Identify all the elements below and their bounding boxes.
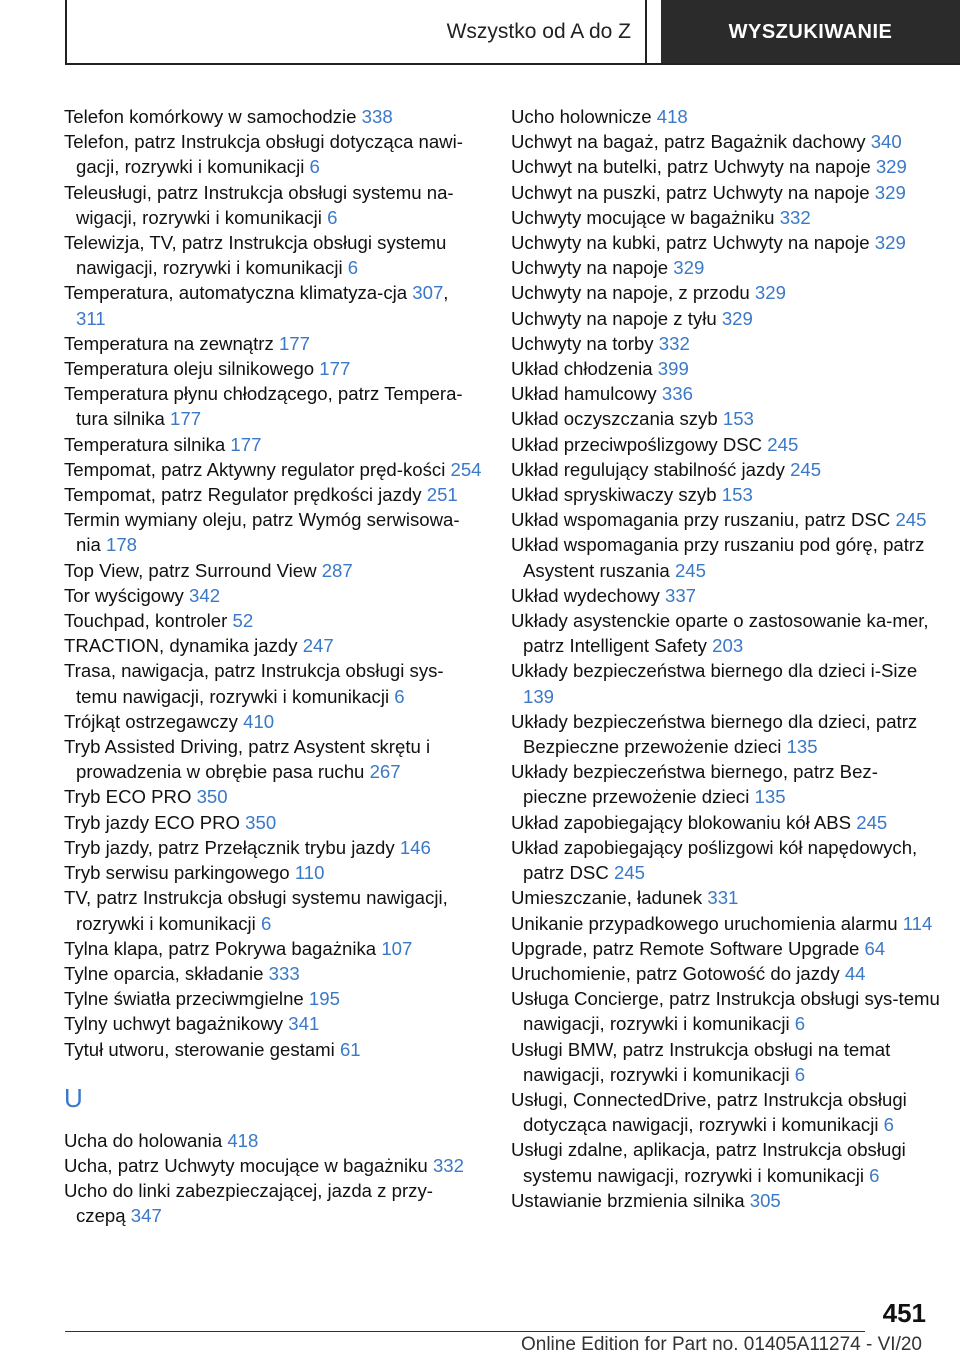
index-entry-text: Temperatura oleju silnikowego	[64, 358, 315, 380]
index-entry-text: Telewizja, TV, patrz Instrukcja obsługi systemu nawigacji, rozrywki i komunikacji	[64, 232, 447, 279]
index-entry	[511, 532, 941, 582]
page-link[interactable]: 245	[767, 433, 799, 455]
tab-a-to-z-label: Wszystko od A do Z	[446, 19, 631, 43]
page-link[interactable]: 350	[196, 786, 228, 808]
page-link[interactable]: 177	[230, 433, 262, 455]
index-entry-text: Telefon, patrz Instrukcja obsługi dotycząca nawi-gacji, rozrywki i komunikacji	[64, 131, 463, 178]
index-entry-text: Uruchomienie, patrz Gotowość do jazdy	[511, 962, 840, 984]
page-link[interactable]: 6	[794, 1063, 806, 1085]
index-entry-text: Trójkąt ostrzegawczy	[64, 710, 238, 732]
index-entry	[511, 406, 941, 431]
index-entry	[64, 1011, 482, 1036]
page-link[interactable]: 177	[170, 408, 202, 430]
tab-a-to-z[interactable]	[65, 0, 647, 63]
index-entry	[511, 230, 941, 255]
footer-edition: Online Edition for Part no. 01405A11274 - VI/20	[520, 1334, 922, 1355]
index-entry-text: Usługi BMW, patrz Instrukcja obsługi na temat nawigacji, rozrywki i komunikacji	[511, 1038, 891, 1085]
page-link[interactable]: 6	[883, 1114, 894, 1136]
footer-divider	[65, 1331, 865, 1332]
index-entry-text: Temperatura, automatyczna klimatyza-cja	[64, 282, 408, 304]
index-entry-text: TRACTION, dynamika jazdy	[64, 635, 298, 657]
index-entry-text: Trasa, nawigacja, patrz Instrukcja obsługi sys-temu nawigacji, rozrywki i komunikacji	[64, 660, 444, 707]
index-entry-text: Uchwyt na butelki, patrz Uchwyty na napoje	[511, 156, 871, 178]
index-entry-text: Ucho do linki zabezpieczającej, jazda z przy-czepą	[64, 1180, 433, 1227]
page-link[interactable]: 247	[302, 635, 334, 657]
index-entry: Temperatura, automatyczna klimatyza-cja 307, 311	[64, 282, 449, 329]
page-link[interactable]: 340	[870, 131, 902, 153]
index-entry-text: Układ przeciwpoślizgowy DSC	[511, 433, 763, 455]
page-link[interactable]: 336	[661, 383, 693, 405]
index-entry	[511, 154, 941, 179]
index-entry	[64, 961, 482, 986]
page-number: 451	[882, 1298, 926, 1328]
index-entry	[511, 356, 941, 381]
index-entry	[64, 331, 482, 356]
index-entry-text: Touchpad, kontroler	[64, 610, 228, 632]
index-entry-text: Układ spryskiwaczy szyb	[511, 484, 717, 506]
index-entry	[64, 1128, 482, 1153]
index-list-u-continued	[511, 104, 941, 1213]
page-link[interactable]: 6	[327, 206, 338, 228]
page-link[interactable]: 399	[657, 358, 689, 380]
page-link[interactable]: 307	[412, 282, 444, 304]
index-entry-text: Usługa Concierge, patrz Instrukcja obsługi sys-temu nawigacji, rozrywki i komunikacji	[511, 988, 940, 1035]
index-entry-text: Umieszczanie, ładunek	[511, 887, 703, 909]
page-link[interactable]: 245	[613, 862, 645, 884]
index-entry	[511, 709, 941, 759]
index-entry	[511, 936, 941, 961]
index-entry-text: Tryb jazdy ECO PRO	[64, 811, 240, 833]
page-link[interactable]: 245	[674, 559, 706, 581]
page-link[interactable]: 418	[227, 1129, 259, 1151]
index-entry	[511, 507, 941, 532]
page-link[interactable]: 114	[902, 912, 933, 934]
page-link[interactable]: 195	[308, 988, 340, 1010]
page-link[interactable]: 332	[779, 206, 811, 228]
page-link[interactable]: 177	[278, 332, 310, 354]
index-entry	[64, 810, 482, 835]
index-entry	[511, 961, 941, 986]
page-link[interactable]: 245	[895, 509, 927, 531]
page-link[interactable]: 287	[321, 559, 353, 581]
index-entry-text: Uchwyty mocujące w bagażniku	[511, 206, 775, 228]
index-entry	[511, 608, 941, 658]
index-entry	[511, 331, 941, 356]
index-entry-text: Tylny uchwyt bagażnikowy	[64, 1013, 284, 1035]
index-entry	[511, 129, 941, 154]
tab-search-label: WYSZUKIWANIE	[728, 21, 893, 43]
index-entry	[511, 432, 941, 457]
page-link[interactable]: 6	[794, 1013, 806, 1035]
page-link[interactable]: 267	[369, 761, 401, 783]
index-entry	[511, 911, 941, 936]
page-link[interactable]: 107	[381, 937, 413, 959]
page-link[interactable]: 177	[319, 358, 351, 380]
page-link[interactable]: 61	[339, 1038, 361, 1060]
index-entry	[64, 986, 482, 1011]
page-link[interactable]: 6	[309, 156, 320, 178]
index-entry-text: Telefon komórkowy w samochodzie	[64, 106, 357, 127]
index-entry-text: Układ chłodzenia	[511, 358, 653, 380]
index-entry	[64, 381, 482, 431]
index-entry-text: Uchwyty na kubki, patrz Uchwyty na napoje	[511, 232, 870, 254]
page-link[interactable]: 350	[245, 811, 277, 833]
index-entry	[64, 608, 482, 633]
index-entry	[64, 734, 482, 784]
page-link[interactable]: 332	[658, 332, 690, 354]
index-entry-text: Tor wyścigowy	[64, 584, 184, 606]
index-entry-text: Uchwyty na napoje z tyłu	[511, 307, 717, 329]
page-link[interactable]: 410	[243, 710, 275, 732]
page-link[interactable]: 329	[875, 156, 907, 178]
page-link[interactable]: 329	[673, 257, 705, 279]
page-link[interactable]: 305	[749, 1189, 781, 1211]
page-link[interactable]: 251	[426, 484, 458, 506]
page-link[interactable]: 331	[707, 887, 739, 909]
index-entry	[511, 381, 941, 406]
tab-search[interactable]	[661, 0, 960, 65]
index-entry	[511, 205, 941, 230]
index-entry	[511, 810, 941, 835]
page-link[interactable]: 254	[450, 458, 482, 480]
page-link[interactable]: 329	[721, 307, 753, 329]
index-entry	[64, 356, 482, 381]
index-entry	[64, 709, 482, 734]
page-link[interactable]: 337	[665, 584, 697, 606]
index-entry	[64, 1153, 482, 1178]
index-entry	[64, 860, 482, 885]
index-entry	[64, 129, 482, 179]
index-entry-text: Tempomat, patrz Regulator prędkości jazdy	[64, 484, 422, 506]
index-entry-text: Układy asystenckie oparte o zastosowanie ka-mer, patrz Intelligent Safety	[511, 610, 929, 657]
index-entry	[511, 255, 941, 280]
index-entry-text: Tylna klapa, patrz Pokrywa bagażnika	[64, 937, 377, 959]
section-letter: U	[64, 1082, 83, 1113]
index-entry	[511, 280, 941, 305]
index-entry-text: Układy bezpieczeństwa biernego dla dzieci i-Size	[511, 660, 918, 682]
page-link[interactable]: 6	[347, 257, 359, 279]
index-entry-text: TV, patrz Instrukcja obsługi systemu nawigacji, rozrywki i komunikacji	[64, 887, 448, 934]
page-link[interactable]: 52	[232, 610, 254, 632]
index-entry	[511, 1037, 941, 1087]
page-link[interactable]: 329	[754, 282, 786, 304]
index-entry-text: Układ wspomagania przy ruszaniu, patrz DSC	[511, 509, 891, 531]
index-entry-text: Uchwyty na torby	[511, 332, 654, 354]
index-entry	[64, 558, 482, 583]
index-entry-text: Układ wspomagania przy ruszaniu pod górę, patrz Asystent ruszania	[511, 534, 925, 581]
index-entry-text: Tryb ECO PRO	[64, 786, 192, 808]
page-link[interactable]: 139	[523, 685, 555, 707]
index-entry-text: Tempomat, patrz Aktywny regulator pręd-kości	[64, 458, 446, 480]
index-entry-text: Temperatura płynu chłodzącego, patrz Tempera-tura silnika	[64, 383, 463, 430]
index-entry-text: Usługi zdalne, aplikacja, patrz Instrukcja obsługi systemu nawigacji, rozrywki i komunikacji	[511, 1139, 906, 1186]
index-entry	[511, 1188, 941, 1213]
page-link[interactable]: 6	[394, 685, 405, 707]
index-entry	[64, 180, 482, 230]
index-entry-text: Temperatura silnika	[64, 433, 226, 455]
index-entry-text: Układ zapobiegający blokowaniu kół ABS	[511, 811, 852, 833]
index-entry	[511, 180, 941, 205]
index-entry-text: Układ wydechowy	[511, 584, 660, 606]
index-entry	[511, 583, 941, 608]
page-link[interactable]: 311	[76, 307, 106, 329]
index-list-t	[64, 104, 482, 1062]
index-entry	[64, 784, 482, 809]
index-entry	[64, 432, 482, 457]
index-entry	[64, 633, 482, 658]
index-entry	[64, 104, 482, 129]
index-entry	[511, 835, 941, 885]
index-entry	[511, 1137, 941, 1187]
index-entry-text: Ucha do holowania	[64, 1129, 223, 1151]
index-entry-text: Top View, patrz Surround View	[64, 559, 317, 581]
index-list-u	[64, 1128, 482, 1229]
index-entry-text: Temperatura na zewnątrz	[64, 332, 274, 354]
index-entry	[511, 986, 941, 1036]
page-link[interactable]: 135	[754, 786, 786, 808]
page-link[interactable]: 245	[790, 458, 822, 480]
page-link[interactable]: 153	[721, 484, 753, 506]
index-entry-text: Ustawianie brzmienia silnika	[511, 1189, 745, 1211]
page-link[interactable]: 329	[874, 232, 906, 254]
index-entry	[64, 1037, 482, 1062]
index-entry	[64, 885, 482, 935]
index-entry	[64, 457, 482, 482]
index-entry-text: Układy bezpieczeństwa biernego, patrz Bez-pieczne przewożenie dzieci	[511, 761, 878, 808]
index-entry	[64, 1178, 482, 1228]
page-link[interactable]: 203	[712, 635, 744, 657]
index-entry	[511, 306, 941, 331]
page-link[interactable]: 245	[856, 811, 888, 833]
index-entry-text: Ucho holownicze	[511, 106, 652, 127]
index-column-left	[64, 104, 482, 1229]
index-entry-text: Tylne światła przeciwmgielne	[64, 988, 304, 1010]
page-link[interactable]: 6	[869, 1164, 880, 1186]
index-entry-text: Tryb Assisted Driving, patrz Asystent skrętu i prowadzenia w obrębie pasa ruchu	[64, 736, 431, 783]
index-entry-text: Tytuł utworu, sterowanie gestami	[64, 1038, 335, 1060]
page-link[interactable]: 135	[786, 736, 818, 758]
index-entry	[64, 583, 482, 608]
index-entry	[511, 759, 941, 809]
index-entry-text: Uchwyty na napoje, z przodu	[511, 282, 750, 304]
index-entry	[511, 885, 941, 910]
index-entry	[64, 936, 482, 961]
page-link[interactable]: 347	[130, 1205, 162, 1227]
index-entry	[511, 104, 941, 129]
index-entry-text: Ucha, patrz Uchwyty mocujące w bagażniku	[64, 1154, 428, 1176]
header-divider	[65, 63, 960, 65]
index-entry-text: Układy bezpieczeństwa biernego dla dzieci, patrz Bezpieczne przewożenie dzieci	[511, 710, 918, 758]
page-link[interactable]: 44	[844, 962, 866, 984]
index-entry-text: Upgrade, patrz Remote Software Upgrade	[511, 937, 860, 959]
index-entry	[64, 482, 482, 507]
index-entry-text: Tylne oparcia, składanie	[64, 962, 264, 984]
index-entry	[511, 482, 941, 507]
page-link[interactable]: 332	[432, 1154, 464, 1176]
page-link[interactable]: 329	[874, 181, 906, 203]
page-link[interactable]: 338	[361, 106, 393, 127]
index-entry-text: Uchwyt na puszki, patrz Uchwyty na napoje	[511, 181, 870, 203]
index-entry	[64, 835, 482, 860]
index-entry-text: Termin wymiany oleju, patrz Wymóg serwisowa-nia	[64, 509, 460, 556]
index-entry	[64, 658, 482, 708]
index-entry-text: Unikanie przypadkowego uruchomienia alarmu	[511, 912, 898, 934]
index-entry-text: Układ hamulcowy	[511, 383, 657, 405]
page-link[interactable]: 341	[288, 1013, 320, 1035]
index-entry-text: Tryb serwisu parkingowego	[64, 862, 290, 884]
index-entry	[511, 1087, 941, 1137]
page-link[interactable]: 64	[864, 937, 886, 959]
index-entry-text: Uchwyty na napoje	[511, 257, 669, 279]
index-entry	[511, 457, 941, 482]
index-entry	[64, 507, 482, 557]
index-column-right	[511, 104, 941, 1213]
page-link[interactable]: 342	[189, 584, 221, 606]
index-entry-text: Tryb jazdy, patrz Przełącznik trybu jazdy	[64, 836, 395, 858]
index-entry-text: Układ zapobiegający poślizgowi kół napędowych, patrz DSC	[511, 836, 918, 884]
page-link[interactable]: 333	[268, 962, 300, 984]
page-link[interactable]: 418	[656, 106, 688, 127]
index-entry-text: Układ oczyszczania szyb	[511, 408, 718, 430]
index-entry	[511, 658, 941, 708]
page-link[interactable]: 178	[106, 534, 138, 556]
page-link[interactable]: 110	[294, 862, 325, 884]
index-entry-text: Uchwyt na bagaż, patrz Bagażnik dachowy	[511, 131, 866, 153]
index-entry-text: Teleusługi, patrz Instrukcja obsługi systemu na-wigacji, rozrywki i komunikacji	[64, 181, 454, 228]
index-entry-text: Układ regulujący stabilność jazdy	[511, 458, 785, 480]
page-link[interactable]: 6	[260, 912, 272, 934]
index-entry-text: Usługi, ConnectedDrive, patrz Instrukcja obsługi dotycząca nawigacji, rozrywki i komunikacji	[511, 1088, 907, 1136]
page-link[interactable]: 146	[399, 836, 431, 858]
page-link[interactable]: 153	[722, 408, 754, 430]
index-entry	[64, 230, 482, 280]
